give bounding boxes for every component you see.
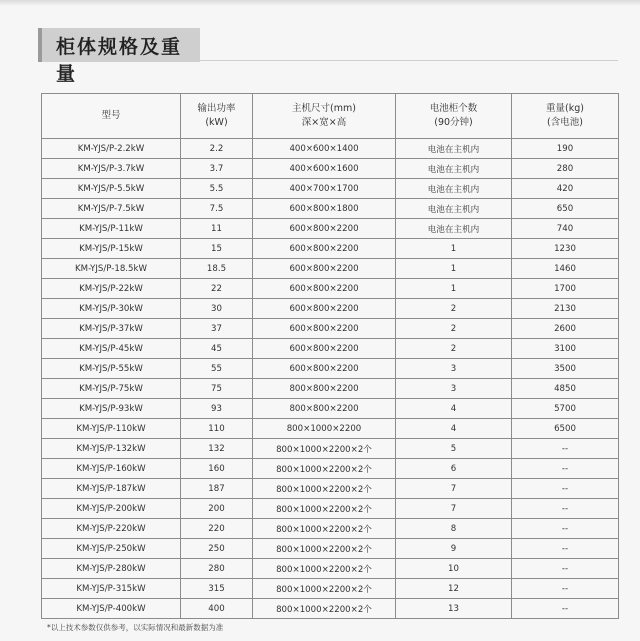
cell-power: 11 xyxy=(181,219,253,239)
cell-model: KM-YJS/P-15kW xyxy=(42,239,181,259)
table-row xyxy=(42,539,619,559)
cell-dimensions: 800×1000×2200 xyxy=(253,419,396,439)
cell-dimensions: 800×800×2200 xyxy=(253,399,396,419)
cell-dimensions: 800×1000×2200×2个 xyxy=(253,499,396,519)
cell-dimensions: 600×800×2200 xyxy=(253,219,396,239)
cell-model: KM-YJS/P-3.7kW xyxy=(42,159,181,179)
cell-dimensions: 600×800×2200 xyxy=(253,279,396,299)
cell-weight: -- xyxy=(512,599,619,619)
cell-battery-cabinets: 4 xyxy=(396,399,512,419)
cell-power: 2.2 xyxy=(181,139,253,159)
header-dimensions xyxy=(253,94,396,139)
cell-weight: 1460 xyxy=(512,259,619,279)
cell-weight: -- xyxy=(512,439,619,459)
cell-battery-cabinets: 2 xyxy=(396,299,512,319)
cell-power: 160 xyxy=(181,459,253,479)
cell-dimensions: 800×1000×2200×2个 xyxy=(253,519,396,539)
cell-battery-cabinets: 电池在主机内 xyxy=(396,179,512,199)
cell-weight: 6500 xyxy=(512,419,619,439)
cell-power: 132 xyxy=(181,439,253,459)
table-body xyxy=(42,139,619,619)
table-row xyxy=(42,359,619,379)
cell-dimensions: 400×700×1700 xyxy=(253,179,396,199)
cell-battery-cabinets: 5 xyxy=(396,439,512,459)
cell-battery-cabinets: 电池在主机内 xyxy=(396,139,512,159)
cell-dimensions: 800×1000×2200×2个 xyxy=(253,599,396,619)
cell-weight: 4850 xyxy=(512,379,619,399)
cell-model: KM-YJS/P-400kW xyxy=(42,599,181,619)
cell-dimensions: 800×1000×2200×2个 xyxy=(253,479,396,499)
cell-weight: -- xyxy=(512,539,619,559)
cell-weight: 2130 xyxy=(512,299,619,319)
cell-weight: -- xyxy=(512,559,619,579)
cell-weight: 3500 xyxy=(512,359,619,379)
cell-dimensions: 600×800×2200 xyxy=(253,319,396,339)
cell-power: 55 xyxy=(181,359,253,379)
header-battery-label: 电池柜个数 xyxy=(429,103,478,114)
cell-weight: -- xyxy=(512,579,619,599)
table-row xyxy=(42,139,619,159)
cell-power: 110 xyxy=(181,419,253,439)
cell-dimensions: 600×800×1800 xyxy=(253,199,396,219)
table-row xyxy=(42,159,619,179)
cell-battery-cabinets: 1 xyxy=(396,239,512,259)
spec-table xyxy=(41,93,619,619)
cell-weight: 5700 xyxy=(512,399,619,419)
cell-model: KM-YJS/P-75kW xyxy=(42,379,181,399)
cell-weight: 740 xyxy=(512,219,619,239)
cell-model: KM-YJS/P-132kW xyxy=(42,439,181,459)
table-header-row xyxy=(42,94,619,139)
cell-power: 75 xyxy=(181,379,253,399)
cell-model: KM-YJS/P-2.2kW xyxy=(42,139,181,159)
table-row xyxy=(42,419,619,439)
cell-power: 200 xyxy=(181,499,253,519)
header-weight-note: (含电池) xyxy=(547,117,583,128)
cell-battery-cabinets: 3 xyxy=(396,379,512,399)
cell-dimensions: 800×800×2200 xyxy=(253,379,396,399)
table-row xyxy=(42,519,619,539)
cell-weight: 3100 xyxy=(512,339,619,359)
cell-model: KM-YJS/P-11kW xyxy=(42,219,181,239)
cell-power: 187 xyxy=(181,479,253,499)
cell-power: 250 xyxy=(181,539,253,559)
cell-battery-cabinets: 电池在主机内 xyxy=(396,199,512,219)
table-row xyxy=(42,199,619,219)
cell-dimensions: 400×600×1400 xyxy=(253,139,396,159)
cell-battery-cabinets: 1 xyxy=(396,279,512,299)
table-row xyxy=(42,339,619,359)
cell-battery-cabinets: 10 xyxy=(396,559,512,579)
cell-model: KM-YJS/P-30kW xyxy=(42,299,181,319)
cell-battery-cabinets: 电池在主机内 xyxy=(396,219,512,239)
cell-weight: 650 xyxy=(512,199,619,219)
cell-weight: 280 xyxy=(512,159,619,179)
cell-power: 7.5 xyxy=(181,199,253,219)
top-edge-shadow xyxy=(0,0,640,6)
table-row xyxy=(42,179,619,199)
header-weight xyxy=(512,94,619,139)
table-row xyxy=(42,399,619,419)
cell-dimensions: 600×800×2200 xyxy=(253,239,396,259)
section-title-box xyxy=(38,28,200,85)
cell-weight: 190 xyxy=(512,139,619,159)
cell-dimensions: 600×800×2200 xyxy=(253,259,396,279)
section-title: 柜体规格及重量 xyxy=(56,36,183,85)
cell-battery-cabinets: 3 xyxy=(396,359,512,379)
table-row xyxy=(42,239,619,259)
cell-battery-cabinets: 2 xyxy=(396,319,512,339)
header-power-unit: (kW) xyxy=(205,117,228,128)
cell-weight: -- xyxy=(512,499,619,519)
cell-battery-cabinets: 电池在主机内 xyxy=(396,159,512,179)
heading-underline xyxy=(200,60,618,61)
cell-power: 15 xyxy=(181,239,253,259)
cell-weight: -- xyxy=(512,479,619,499)
header-model xyxy=(42,94,181,139)
cell-model: KM-YJS/P-22kW xyxy=(42,279,181,299)
cell-battery-cabinets: 9 xyxy=(396,539,512,559)
header-dimensions-label: 主机尺寸(mm) xyxy=(292,103,356,114)
header-power xyxy=(181,94,253,139)
table-row xyxy=(42,459,619,479)
cell-battery-cabinets: 13 xyxy=(396,599,512,619)
cell-power: 22 xyxy=(181,279,253,299)
cell-model: KM-YJS/P-7.5kW xyxy=(42,199,181,219)
table-row xyxy=(42,579,619,599)
table-row xyxy=(42,479,619,499)
cell-weight: -- xyxy=(512,459,619,479)
cell-power: 18.5 xyxy=(181,259,253,279)
cell-model: KM-YJS/P-45kW xyxy=(42,339,181,359)
cell-power: 400 xyxy=(181,599,253,619)
cell-dimensions: 800×1000×2200×2个 xyxy=(253,539,396,559)
cell-model: KM-YJS/P-18.5kW xyxy=(42,259,181,279)
header-dimensions-order: 深×宽×高 xyxy=(301,117,347,128)
table-row xyxy=(42,259,619,279)
header-model-label: 型号 xyxy=(101,110,121,121)
table-row xyxy=(42,299,619,319)
cell-power: 280 xyxy=(181,559,253,579)
cell-power: 220 xyxy=(181,519,253,539)
cell-weight: 1230 xyxy=(512,239,619,259)
cell-dimensions: 800×1000×2200×2个 xyxy=(253,459,396,479)
cell-weight: -- xyxy=(512,519,619,539)
cell-power: 315 xyxy=(181,579,253,599)
cell-model: KM-YJS/P-110kW xyxy=(42,419,181,439)
cell-power: 93 xyxy=(181,399,253,419)
table-row xyxy=(42,279,619,299)
cell-power: 37 xyxy=(181,319,253,339)
cell-battery-cabinets: 4 xyxy=(396,419,512,439)
table-row xyxy=(42,599,619,619)
cell-battery-cabinets: 1 xyxy=(396,259,512,279)
header-power-label: 输出功率 xyxy=(197,103,236,114)
cell-dimensions: 800×1000×2200×2个 xyxy=(253,579,396,599)
table-row xyxy=(42,219,619,239)
header-battery-cabinets xyxy=(396,94,512,139)
cell-model: KM-YJS/P-55kW xyxy=(42,359,181,379)
cell-weight: 1700 xyxy=(512,279,619,299)
cell-model: KM-YJS/P-5.5kW xyxy=(42,179,181,199)
cell-dimensions: 600×800×2200 xyxy=(253,359,396,379)
cell-dimensions: 600×800×2200 xyxy=(253,299,396,319)
table-row xyxy=(42,379,619,399)
cell-power: 5.5 xyxy=(181,179,253,199)
cell-model: KM-YJS/P-315kW xyxy=(42,579,181,599)
section-heading xyxy=(38,28,618,85)
cell-model: KM-YJS/P-280kW xyxy=(42,559,181,579)
cell-model: KM-YJS/P-250kW xyxy=(42,539,181,559)
cell-dimensions: 400×600×1600 xyxy=(253,159,396,179)
table-row xyxy=(42,319,619,339)
cell-power: 45 xyxy=(181,339,253,359)
cell-model: KM-YJS/P-200kW xyxy=(42,499,181,519)
cell-power: 3.7 xyxy=(181,159,253,179)
table-row xyxy=(42,559,619,579)
table-row xyxy=(42,439,619,459)
cell-power: 30 xyxy=(181,299,253,319)
cell-battery-cabinets: 7 xyxy=(396,499,512,519)
cell-model: KM-YJS/P-187kW xyxy=(42,479,181,499)
cell-battery-cabinets: 7 xyxy=(396,479,512,499)
cell-weight: 2600 xyxy=(512,319,619,339)
footnote: *以上技术参数仅供参考，以实际情况和最新数据为准 xyxy=(47,623,224,632)
cell-model: KM-YJS/P-37kW xyxy=(42,319,181,339)
cell-battery-cabinets: 8 xyxy=(396,519,512,539)
cell-model: KM-YJS/P-93kW xyxy=(42,399,181,419)
cell-dimensions: 800×1000×2200×2个 xyxy=(253,439,396,459)
cell-model: KM-YJS/P-160kW xyxy=(42,459,181,479)
cell-battery-cabinets: 2 xyxy=(396,339,512,359)
cell-weight: 420 xyxy=(512,179,619,199)
cell-dimensions: 800×1000×2200×2个 xyxy=(253,559,396,579)
cell-dimensions: 600×800×2200 xyxy=(253,339,396,359)
cell-battery-cabinets: 6 xyxy=(396,459,512,479)
table-row xyxy=(42,499,619,519)
header-weight-label: 重量(kg) xyxy=(546,103,584,114)
cell-model: KM-YJS/P-220kW xyxy=(42,519,181,539)
header-battery-duration: (90分钟) xyxy=(434,117,473,128)
cell-battery-cabinets: 12 xyxy=(396,579,512,599)
